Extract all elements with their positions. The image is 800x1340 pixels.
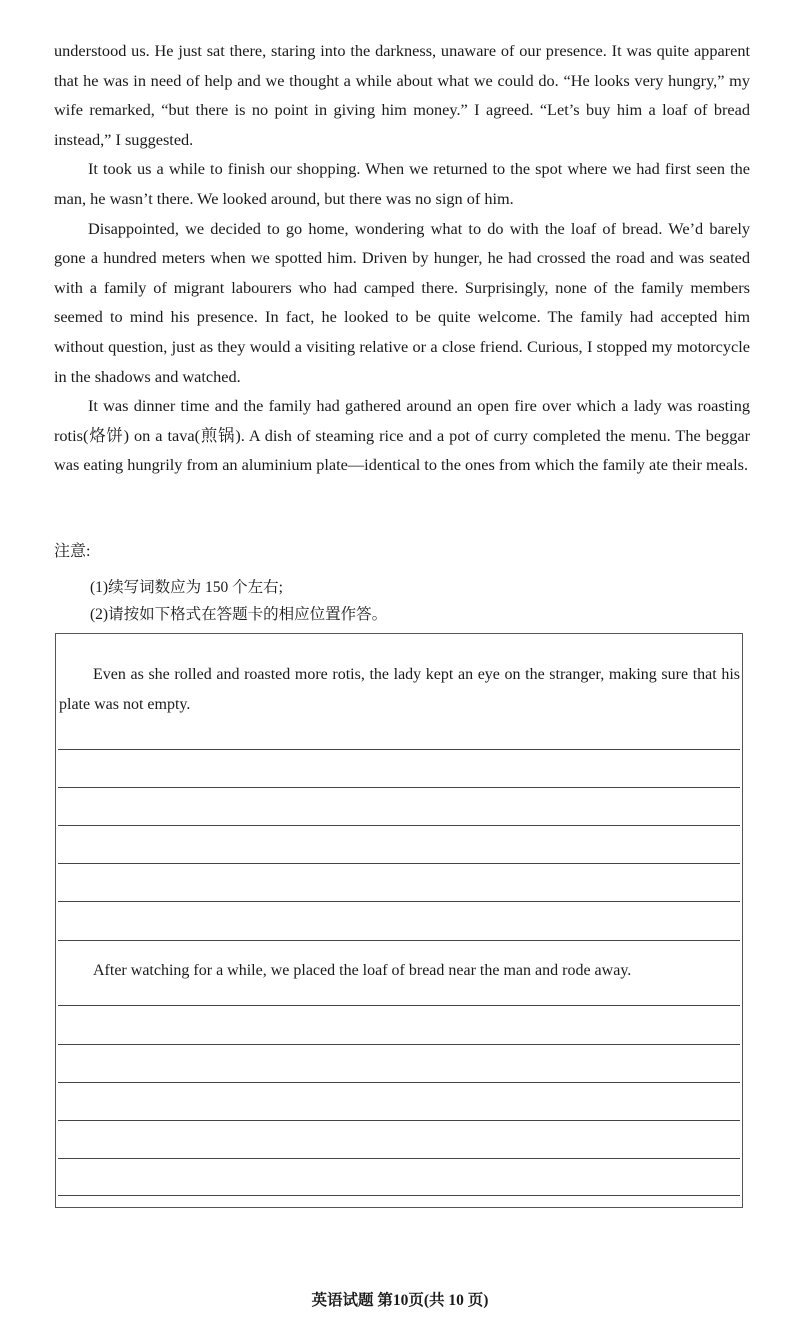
writing-line[interactable]	[58, 940, 740, 941]
writing-line[interactable]	[58, 1005, 740, 1006]
writing-line[interactable]	[58, 787, 740, 788]
writing-line[interactable]	[58, 1082, 740, 1083]
passage-paragraph-2: It took us a while to finish our shopping. When we returned to the spot where we had first seen the man, he wasn’t there. We looked around, but there was no sign of him.	[54, 159, 750, 208]
passage-paragraph-3: Disappointed, we decided to go home, wondering what to do with the loaf of bread. We’d barely gone a hundred meters when we spotted him. Driven by hunger, he had crossed the road and was seated with a family of migrant labourers who had camped there. Surprisingly, none of the family members seemed to mind his presence. In fact, he looked to be quite welcome. The family had accepted him without question, just as they would a visiting relative or a close friend. Curious, I stopped my motorcycle in the shadows and watched.	[54, 218, 750, 386]
passage-paragraph-1: understood us. He just sat there, staring into the darkness, unaware of our presence. It was quite apparent that he was in need of help and we thought a while about what we could do. “He looks very hungry,” my wife remarked, “but there is no point in giving him money.” I agreed. “Let’s buy him a loaf of bread instead,” I suggested.	[54, 41, 750, 149]
notes-title: 注意:	[54, 543, 91, 560]
writing-line[interactable]	[58, 1044, 740, 1045]
passage-paragraph-4: It was dinner time and the family had gathered around an open fire over which a lady was roasting rotis(烙饼) on a tava(煎锅). A dish of steaming rice and a pot of curry completed the menu. The beggar was eating hungrily from an aluminium plate—identical to the ones from which the family ate their meals.	[54, 396, 750, 475]
continuation-prompt-2: After watching for a while, we placed the loaf of bread near the man and rode away.	[93, 962, 632, 979]
writing-line[interactable]	[58, 863, 740, 864]
writing-line[interactable]	[58, 1195, 740, 1196]
continuation-prompt-1: Even as she rolled and roasted more rotis, the lady kept an eye on the stranger, making sure that his plate was not empty.	[59, 666, 740, 713]
passage	[54, 36, 750, 480]
writing-line[interactable]	[58, 901, 740, 902]
writing-line[interactable]	[58, 1120, 740, 1121]
writing-line[interactable]	[58, 825, 740, 826]
note-item-2: (2)请按如下格式在答题卡的相应位置作答。	[90, 606, 388, 623]
writing-line[interactable]	[58, 1158, 740, 1159]
note-item-1: (1)续写词数应为 150 个左右;	[90, 579, 283, 596]
answer-box	[55, 633, 743, 1208]
writing-line[interactable]	[58, 749, 740, 750]
page-footer: 英语试题 第10页(共 10 页)	[311, 1292, 489, 1309]
